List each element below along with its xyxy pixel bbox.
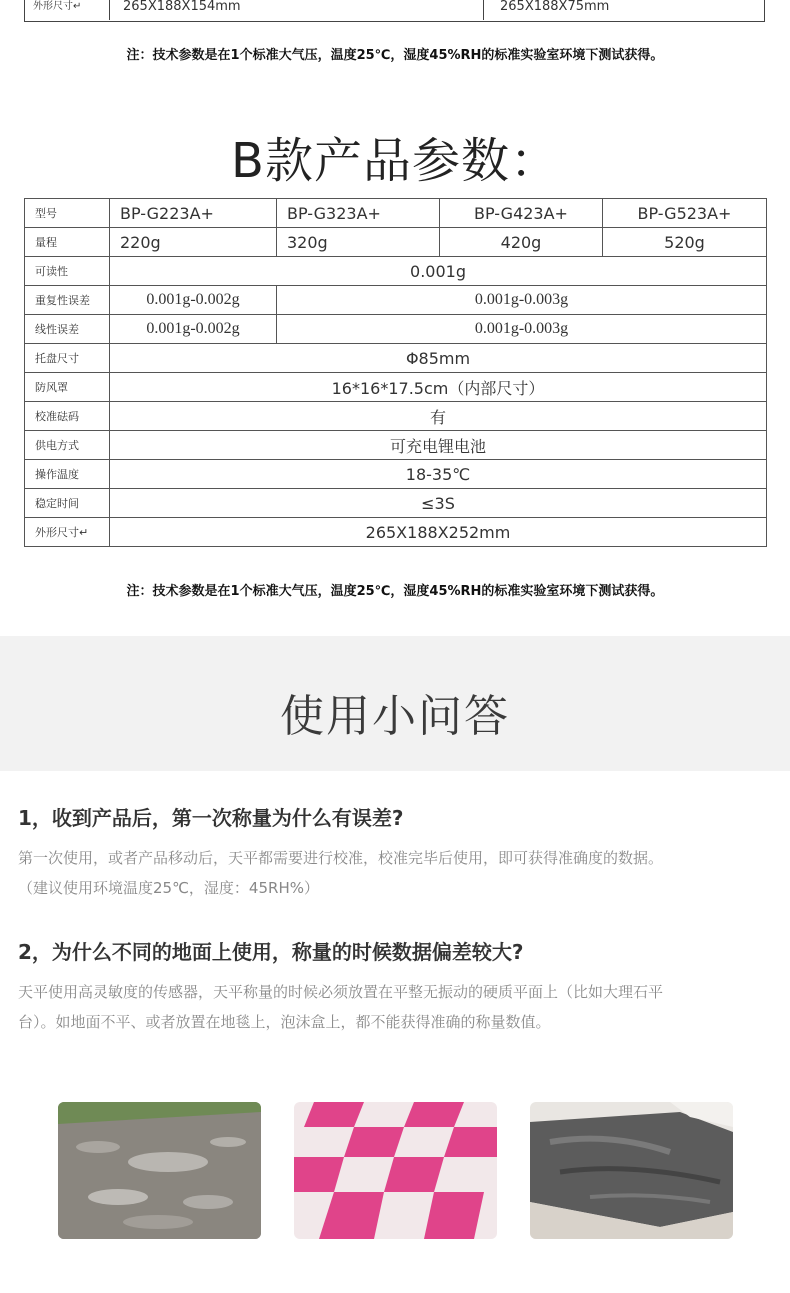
range-cell: 420g xyxy=(440,228,603,257)
range-cell: 520g xyxy=(603,228,767,257)
table-row xyxy=(25,402,767,431)
faq-answer-2 xyxy=(18,977,778,1037)
calibration-value: 有 xyxy=(110,402,767,431)
table-row xyxy=(25,460,767,489)
table-row xyxy=(25,315,767,344)
faq-answer-line: 第一次使用，或者产品移动后，天平都需要进行校准，校准完毕后使用，即可获得准确度的数据。 xyxy=(18,849,664,867)
model-cell: BP-G423A+ xyxy=(440,199,603,228)
repeat-value-b: 0.001g-0.003g xyxy=(277,286,767,315)
linear-value-a: 0.001g-0.002g xyxy=(110,315,277,344)
test-conditions-note: 注：技术参数是在1个标准大气压，温度25℃，湿度45%RH的标准实验室环境下测试获得。 xyxy=(126,48,664,63)
readability-value: 0.001g xyxy=(110,257,767,286)
blanket-photo xyxy=(530,1102,733,1239)
spec-table xyxy=(24,198,767,547)
uneven-ground-photo xyxy=(58,1102,261,1239)
calibration-label: 校准砝码 xyxy=(25,402,110,431)
power-label: 供电方式 xyxy=(25,431,110,460)
carpet-photo xyxy=(294,1102,497,1239)
table-row xyxy=(25,373,767,402)
range-cell: 220g xyxy=(110,228,277,257)
stable-time-label: 稳定时间 xyxy=(25,489,110,518)
table-row xyxy=(25,344,767,373)
page-title: B款产品参数： xyxy=(231,133,559,189)
size-value-a: 265X188X154mm xyxy=(123,0,241,14)
table-row xyxy=(25,431,767,460)
stable-time-value: ≤3S xyxy=(110,489,767,518)
divider xyxy=(483,0,484,20)
table-row xyxy=(25,199,767,228)
faq-answer-1 xyxy=(18,843,778,903)
faq-answer-line: 台）。如地面不平、或者放置在地毯上，泡沫盒上，都不能获得准确的称量数值。 xyxy=(18,1013,551,1031)
size-value-b: 265X188X75mm xyxy=(500,0,610,14)
pan-label: 托盘尺寸 xyxy=(25,344,110,373)
repeat-value-a: 0.001g-0.002g xyxy=(110,286,277,315)
repeat-label: 重复性误差 xyxy=(25,286,110,315)
table-row xyxy=(25,228,767,257)
model-a-size-row xyxy=(24,0,765,22)
power-value: 可充电锂电池 xyxy=(110,431,767,460)
readability-label: 可读性 xyxy=(25,257,110,286)
model-label: 型号 xyxy=(25,199,110,228)
linear-value-b: 0.001g-0.003g xyxy=(277,315,767,344)
model-cell: BP-G323A+ xyxy=(277,199,440,228)
test-conditions-note: 注：技术参数是在1个标准大气压，温度25℃，湿度45%RH的标准实验室环境下测试获得。 xyxy=(126,584,664,599)
table-row xyxy=(25,489,767,518)
size-label: 外形尺寸↵ xyxy=(33,1,82,12)
temperature-value: 18-35℃ xyxy=(110,460,767,489)
model-cell: BP-G523A+ xyxy=(603,199,767,228)
table-row xyxy=(25,518,767,547)
divider xyxy=(109,0,110,20)
size-label: 外形尺寸↵ xyxy=(25,518,110,547)
range-label: 量程 xyxy=(25,228,110,257)
model-cell: BP-G223A+ xyxy=(110,199,277,228)
faq-question-2: 2，为什么不同的地面上使用，称量的时候数据偏差较大? xyxy=(18,940,524,964)
faq-title: 使用小问答 xyxy=(280,691,510,742)
linear-label: 线性误差 xyxy=(25,315,110,344)
table-row xyxy=(25,257,767,286)
table-row xyxy=(25,286,767,315)
size-value: 265X188X252mm xyxy=(110,518,767,547)
range-cell: 320g xyxy=(277,228,440,257)
shield-label: 防风罩 xyxy=(25,373,110,402)
faq-answer-line: 天平使用高灵敏度的传感器，天平称量的时候必须放置在平整无振动的硬质平面上（比如大理石平 xyxy=(18,983,664,1001)
faq-answer-line: （建议使用环境温度25℃，湿度：45RH%） xyxy=(18,879,319,897)
temperature-label: 操作温度 xyxy=(25,460,110,489)
shield-value: 16*16*17.5cm（内部尺寸） xyxy=(110,373,767,402)
pan-value: Φ85mm xyxy=(110,344,767,373)
faq-question-1: 1，收到产品后，第一次称量为什么有误差? xyxy=(18,806,404,830)
